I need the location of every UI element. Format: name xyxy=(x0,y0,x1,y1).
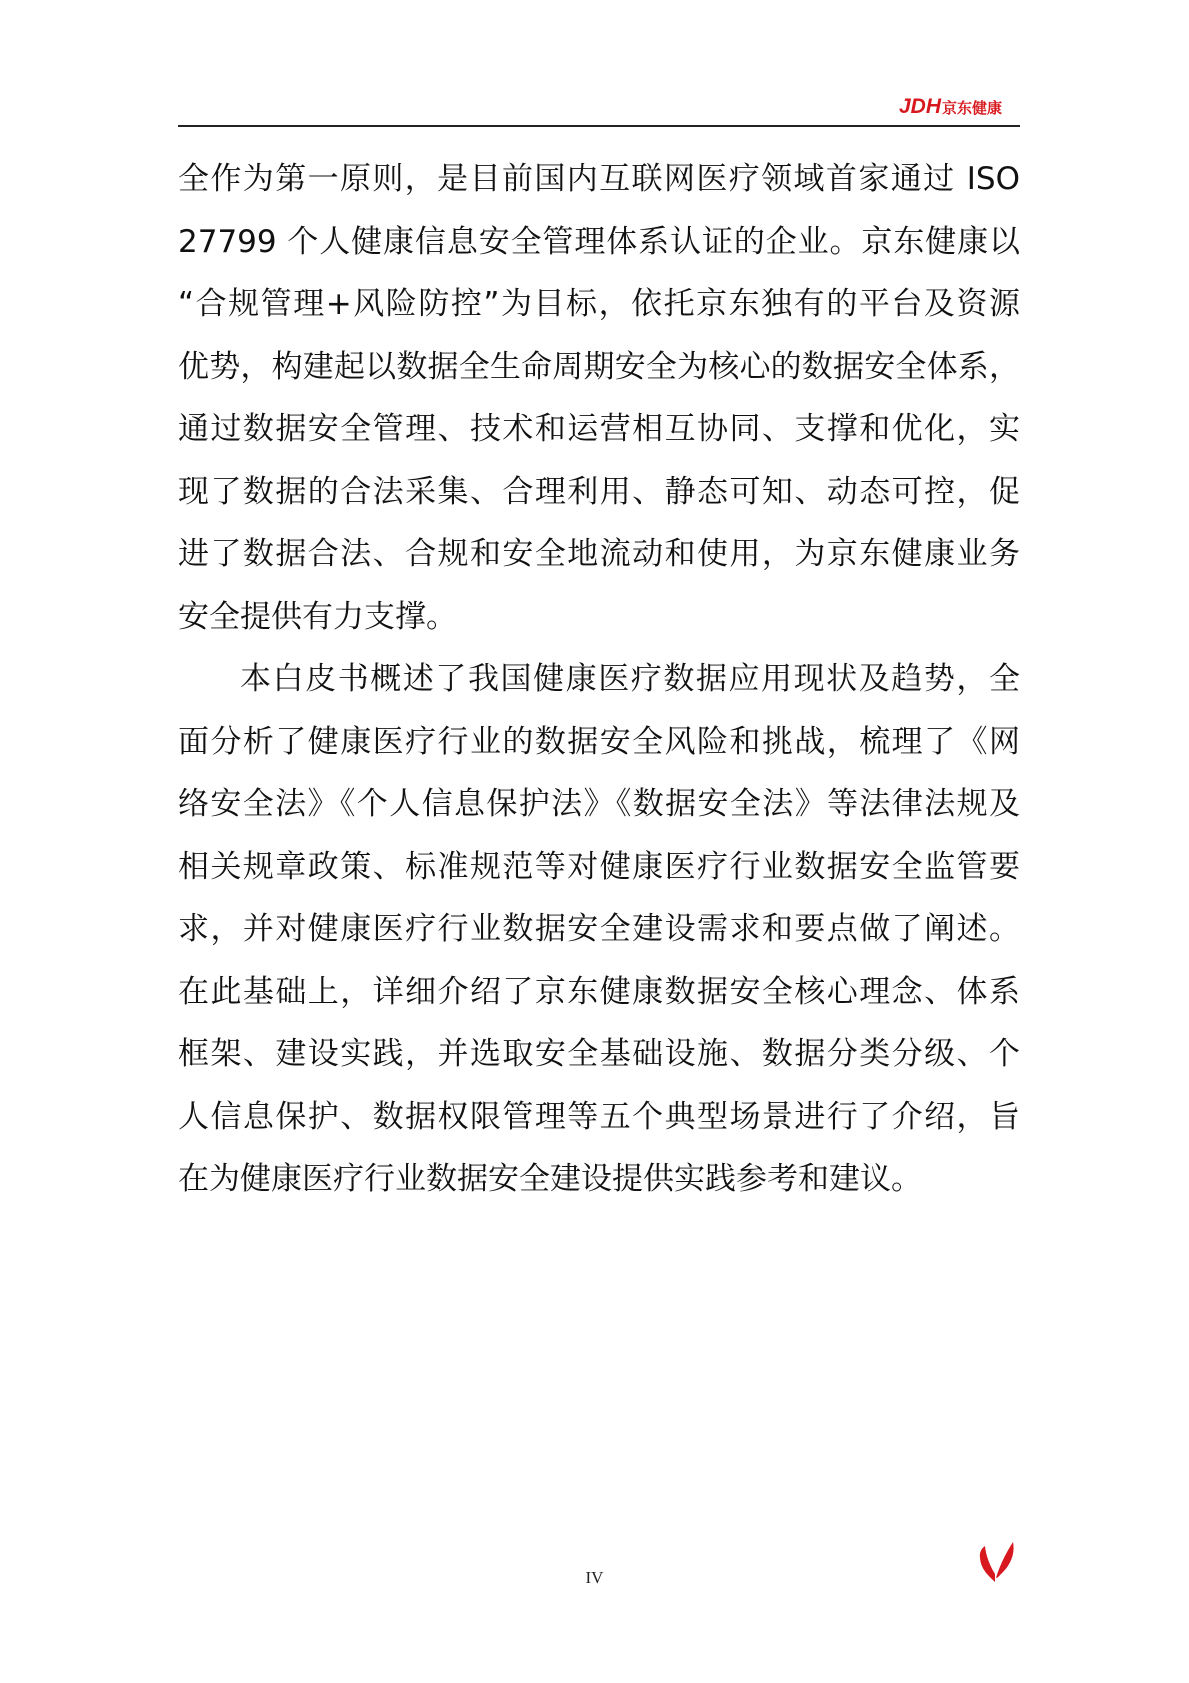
text-line: 求，并对健康医疗行业数据安全建设需求和要点做了阐述。 xyxy=(178,911,1020,947)
header-rule xyxy=(178,125,1020,127)
leaf-icon xyxy=(977,1540,1015,1584)
text-line: 全作为第一原则，是目前国内互联网医疗领域首家通过 ISO xyxy=(178,161,1020,197)
text-line: 安全提供有力支撑。 xyxy=(178,598,457,635)
text-line: 框架、建设实践，并选取安全基础设施、数据分类分级、个 xyxy=(178,1036,1020,1072)
document-body xyxy=(178,148,1020,1211)
logo-mark: JDH xyxy=(899,95,942,118)
logo-text: 京东健康 xyxy=(942,99,1003,117)
text-line: “合规管理+风险防控”为目标，依托京东独有的平台及资源 xyxy=(178,286,1020,322)
text-line: 相关规章政策、标准规范等对健康医疗行业数据安全监管要 xyxy=(178,848,1020,885)
leaf-right xyxy=(996,1542,1014,1578)
text-line: 在为健康医疗行业数据安全建设提供实践参考和建议。 xyxy=(178,1161,922,1197)
text-line: 人信息保护、数据权限管理等五个典型场景进行了介绍，旨 xyxy=(178,1098,1020,1135)
text-line: 通过数据安全管理、技术和运营相互协同、支撑和优化，实 xyxy=(178,411,1020,447)
text-line: 27799 个人健康信息安全管理体系认证的企业。京东健康以 xyxy=(178,223,1020,260)
paragraph-2 xyxy=(178,648,1020,1211)
leaf-left xyxy=(980,1546,995,1582)
page-number: IV xyxy=(585,1568,604,1587)
header-logo xyxy=(899,95,1002,121)
text-line: 面分析了健康医疗行业的数据安全风险和挑战，梳理了《网 xyxy=(178,723,1020,760)
text-line: 络安全法》《个人信息保护法》《数据安全法》等法律法规及 xyxy=(178,786,1020,822)
paragraph-1 xyxy=(178,148,1020,648)
text-line: 进了数据合法、合规和安全地流动和使用，为京东健康业务 xyxy=(178,536,1020,572)
text-line: 现了数据的合法采集、合理利用、静态可知、动态可控，促 xyxy=(178,473,1020,510)
text-line: 本白皮书概述了我国健康医疗数据应用现状及趋势，全 xyxy=(240,661,1020,697)
text-line: 在此基础上，详细介绍了京东健康数据安全核心理念、体系 xyxy=(178,973,1020,1010)
text-line: 优势，构建起以数据全生命周期安全为核心的数据安全体系， xyxy=(178,348,1020,385)
